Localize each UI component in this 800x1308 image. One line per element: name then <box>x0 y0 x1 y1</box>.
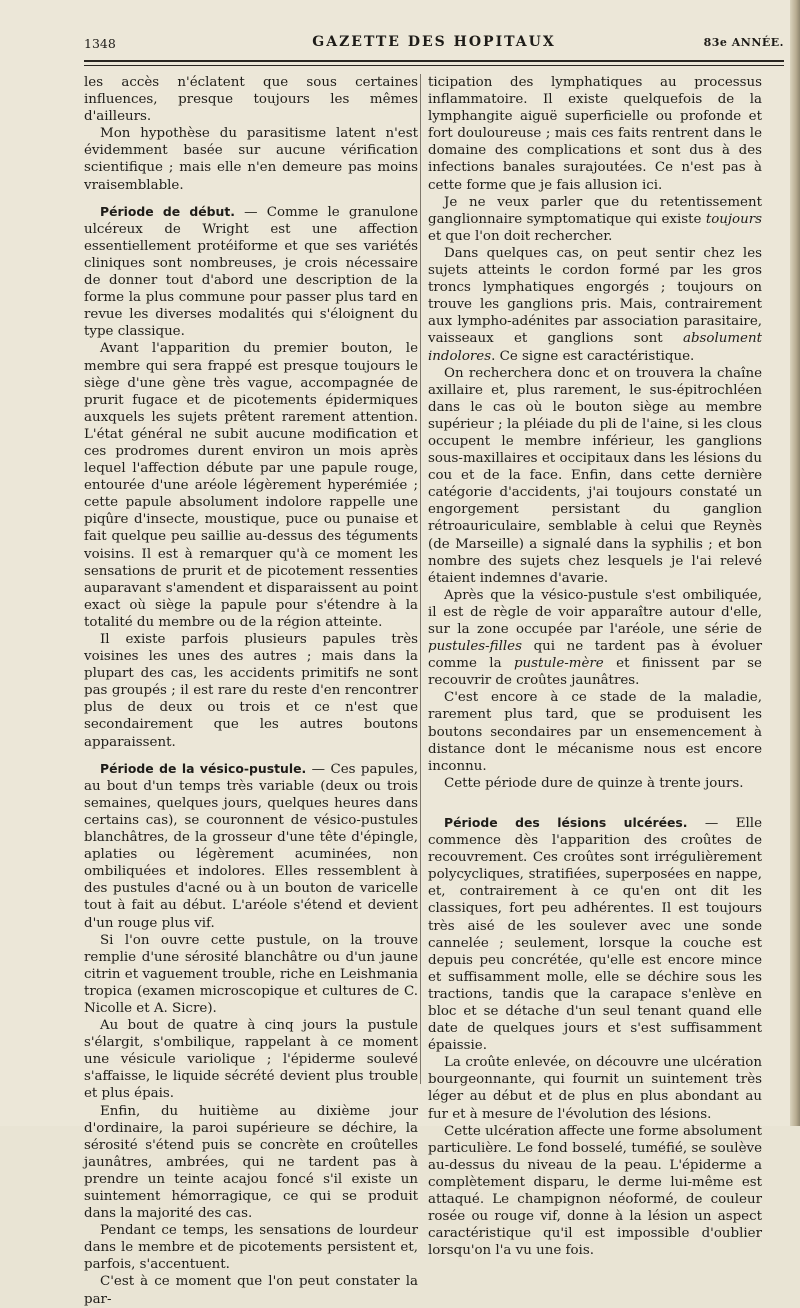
section-heading: Période des lésions ulcérées. <box>444 814 688 830</box>
section-heading: Période de la vésico-pustule. <box>100 760 307 776</box>
header-rule-thin <box>84 65 784 66</box>
paragraph: ticipation des lymphatiques au processus inflammatoire. Il existe quelquefois de la lymphangite aiguë superficielle ou profonde et fort douloureuse ; mais ces faits rentrent dans le domaine des complications et sont dus à des infections banales surajoutées. Ce n'est pas à cette forme que je fais allusion ici. <box>428 75 762 193</box>
paragraph: Pendant ce temps, les sensations de lourdeur dans le membre et de picotements persistent et, parfois, s'accentuent. <box>84 1223 418 1273</box>
paragraph: Mon hypothèse du parasitisme latent n'est évidemment basée sur aucune vérification scientifique ; mais elle n'en demeure pas moins vraisemblable. <box>84 126 418 193</box>
paragraph: Cette période dure de quinze à trente jours. <box>444 775 744 791</box>
paragraph-text: Je ne veux parler que du retentissement ganglionnaire symptomatique qui existe <box>428 194 762 227</box>
header-rule <box>84 60 784 62</box>
year-label: 83e ANNÉE. <box>703 36 784 49</box>
paragraph-text: et que l'on doit rechercher. <box>428 228 613 244</box>
journal-title: GAZETTE DES HOPITAUX <box>312 34 556 50</box>
paragraph: les accès n'éclatent que sous certaines influences, presque toujours les mêmes d'ailleurs. <box>84 75 418 125</box>
paragraph: On recherchera donc et on trouvera la chaîne axillaire et, plus rarement, le sus-épitrochléen dans le cas où le bouton siège au membre supérieur ; la pléiade du pli de l'aine, si les clous occupent le membre inférieur, les ganglions sous-maxillaires et occipitaux dans les lésions du cou et de la face. Enfin, dans cette dernière catégorie d'accidents, j'ai toujours constaté un engorgement persistant du ganglion rétroauriculaire, semblable à celui que Reynès (de Marseille) a signalé dans la syphilis ; et bon nombre des sujets chez lesquels je l'ai relevé étaient indemnes d'avarie. <box>428 365 762 586</box>
emphasis: pustule-mère <box>513 656 604 672</box>
paragraph-text: et finissent par se recouvrir de croûtes jaunâtres. <box>428 656 762 689</box>
paragraph: Enfin, du huitième au dixième jour d'ordinaire, la paroi supérieure se déchire, la sérosité s'étend puis se concrète en croûtelles jaunâtres, ambrées, qui ne tardent pas à prendre un teinte acajou foncé s'il existe un suintement hémorragique, ce qui se produit dans la majorité des cas. <box>84 1103 418 1222</box>
paragraph-text: — Ces papules, au bout d'un temps très variable (deux ou trois semaines, quelques jours, quelques heures dans certains cas), se couronnent de vésico-pustules blanchâtres, de la grosseur d'une tête d'épingle, aplaties ou légèrement acuminées, non ombiliquées et indolores. Elles ressemblent à des pustules d'acné ou à un bouton de varicelle tout à fait au début. L'aréole s'étend et devient d'un rouge plus vif. <box>84 761 418 931</box>
paragraph <box>428 245 762 365</box>
paragraph <box>84 203 418 341</box>
paragraph <box>428 814 762 1054</box>
right-column <box>428 74 762 1259</box>
paragraph: C'est encore à ce stade de la maladie, rarement plus tard, que se produisent les boutons secondaires par un ensemencement à distance dont le mécanisme nous est encore inconnu. <box>428 690 762 774</box>
paragraph: Cette ulcération affecte une forme absolument particulière. Le fond bosselé, tuméfié, se soulève au-dessus du niveau de la peau. L'épiderme a complètement disparu, le derme lui-même est attaqué. Le champignon néoformé, de couleur rosée ou rouge vif, donne à la lésion un aspect caractéristique qu'il est impossible d'oublier lorsqu'on l'a vu une fois. <box>428 1123 762 1259</box>
paragraph <box>428 587 762 690</box>
section-heading: Période de début. <box>100 203 235 219</box>
paragraph <box>428 194 762 245</box>
paragraph: Il existe parfois plusieurs papules très voisines les unes des autres ; mais dans la plupart des cas, les accidents primitifs ne sont pas groupés ; il est rare du reste d'en rencontrer plus de deux ou trois et ce n'est que secondairement que les autres boutons apparaissent. <box>84 632 418 750</box>
emphasis: pustules-filles <box>428 639 522 655</box>
page-header <box>84 22 784 52</box>
paragraph <box>84 760 418 932</box>
paragraph: La croûte enlevée, on découvre une ulcération bourgeonnante, qui fournit un suintement très léger au début et de plus en plus abondant au fur et à mesure de l'évolution des lésions. <box>428 1055 762 1122</box>
emphasis: absolument indolores <box>428 331 762 364</box>
left-column <box>84 74 418 1308</box>
paragraph-text: qui ne tardent pas à évoluer comme la <box>428 639 762 672</box>
paragraph: Avant l'apparition du premier bouton, le membre qui sera frappé est presque toujours le siège d'une gène très vague, accompagnée de prurit fugace et de picotements épidermiques auxquels les sujets prêtent rarement attention. L'état général ne subit aucune modification et ces prodromes durent environ un mois après lequel l'affection débute par une papule rouge, entourée d'une aréole légèrement hyperémiée ; cette papule absolument indolore rappelle une piqûre d'insecte, moustique, puce ou punaise et fait quelque peu saillie au-dessus des téguments voisins. Il est à remarquer qu'à ce moment les sensations de prurit et de picotement ressenties auparavant s'amendent et disparaissent au point exact où siège la papule pour s'étendre à la totalité du membre ou de la région atteinte. <box>84 341 418 630</box>
paragraph-text: — Comme le granulone ulcéreux de Wright est une affection essentiellement protéiforme et que ses variétés cliniques sont nombreuses, je crois nécessaire de donner tout d'abord une description de la forme la plus commune pour passer plus tard en revue les diverses modalités qui s'éloignent du type classique. <box>84 204 418 340</box>
page-number: 1348 <box>84 36 116 51</box>
paragraph-text: — Elle commence dès l'apparition des croûtes de recouvrement. Ces croûtes sont irrégulièrement polycycliques, stratifiées, superposées en nappe, et, contrairement à ce qu'en ont dit les classiques, fort peu adhérentes. Il est toujours très aisé de les soulever avec une sonde cannelée ; seulement, lorsque la couche est depuis peu concrétée, qu'elle est encore mince et suffisamment molle, elle se déchire sous les tractions, tandis que la carapace s'enlève en bloc et se détache d'un seul tenant quand elle date de quelques jours et s'est suffisamment épaissie. <box>428 815 762 1054</box>
emphasis: toujours <box>705 211 762 227</box>
page-binding-edge <box>790 0 800 1126</box>
paragraph: C'est à ce moment que l'on peut constater la par- <box>84 1274 418 1307</box>
paragraph: Au bout de quatre à cinq jours la pustule s'élargit, s'ombilique, rappelant à ce moment une vésicule variolique ; l'épiderme soulevé s'affaisse, le liquide sécrété devient plus trouble et plus épais. <box>84 1018 418 1102</box>
paragraph-text: . Ce signe est caractéristique. <box>491 348 695 364</box>
paragraph: Si l'on ouvre cette pustule, on la trouve remplie d'une sérosité blanchâtre ou d'un jaune citrin et vaguement trouble, riche en Leishmania tropica (examen microscopique et cultures de C. Nicolle et A. Sicre). <box>84 932 418 1016</box>
paragraph-text: Dans quelques cas, on peut sentir chez les sujets atteints le cordon formé par les gros troncs lymphatiques engorgés ; toujours on trouve les ganglions pris. Mais, contrairement aux lympho-adénites par association parasitaire, vaisseaux et ganglions sont <box>428 245 762 347</box>
paragraph-text: Après que la vésico-pustule s'est ombiliquée, il est de règle de voir apparaître autour d'elle, sur la zone occupée par l'aréole, une série de <box>428 587 762 637</box>
column-divider <box>420 74 421 1084</box>
